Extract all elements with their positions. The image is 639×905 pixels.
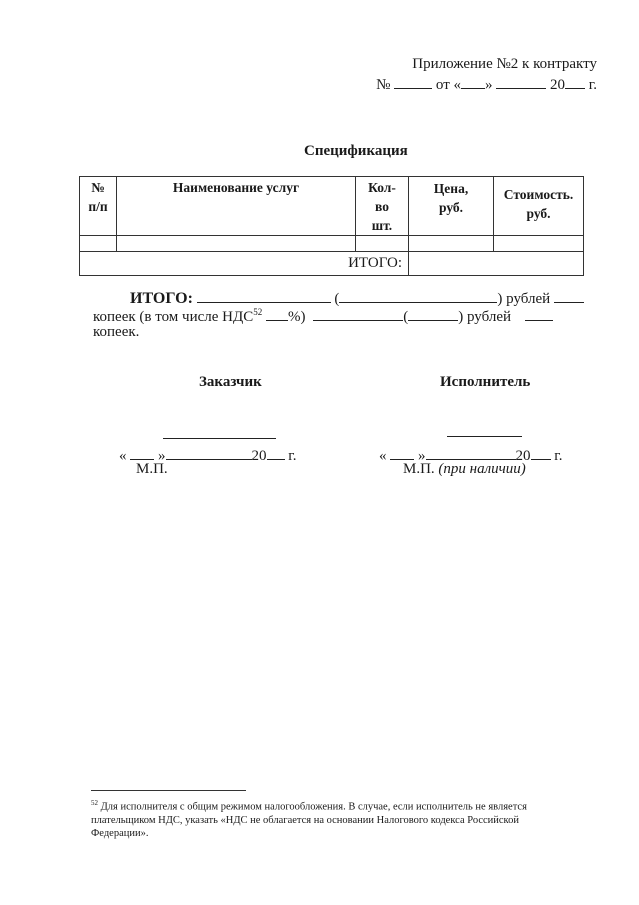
specification-table	[79, 176, 584, 276]
footnote-ref: 52	[253, 307, 263, 317]
footnote-separator	[91, 790, 246, 791]
cell-service-name[interactable]	[117, 236, 356, 252]
contractor-date-line: « » 20 г.	[379, 444, 562, 465]
table-total-label: ИТОГО:	[80, 252, 409, 276]
open-paren-2: (	[403, 309, 409, 325]
month-blank[interactable]	[496, 73, 546, 89]
table-header-row	[80, 177, 584, 236]
customer-title: Заказчик	[199, 374, 262, 390]
customer-stamp: М.П.	[136, 461, 168, 477]
cell-number[interactable]	[80, 236, 117, 252]
contractor-year-blank[interactable]	[531, 444, 551, 460]
appendix-title: Приложение №2 к контракту	[412, 56, 597, 72]
open-paren: (	[334, 291, 340, 307]
col-service-name-header: Наименование услуг	[117, 177, 356, 236]
vat-amount-words-blank[interactable]	[408, 305, 458, 321]
percent-label: %)	[288, 309, 306, 325]
vat-text: копеек (в том числе НДС	[93, 309, 254, 325]
stamp-note: (при наличии)	[438, 461, 526, 477]
contract-number-line	[376, 73, 597, 94]
contractor-stamp: М.П. (при наличии)	[403, 461, 526, 477]
day-blank[interactable]	[461, 73, 485, 89]
footnote: $^{52}$ Для исполнителя с общим режимом налогообложения. В случае, если исполнитель не является плательщиком НДС, указать «НДС не облагается на основании Налогового кодекса Российской Федерации».	[91, 799, 527, 839]
number-blank[interactable]	[394, 73, 432, 89]
col-cost-header: Стоимость. руб.	[494, 177, 584, 236]
col-number-header: № п/п	[80, 177, 117, 236]
contractor-title: Исполнитель	[440, 374, 531, 390]
kopecks-blank[interactable]	[554, 287, 584, 303]
from-label: от «	[435, 77, 462, 93]
cell-price[interactable]	[409, 236, 494, 252]
cell-cost[interactable]	[494, 236, 584, 252]
total-amount-words-blank[interactable]	[339, 287, 497, 303]
customer-signature-line[interactable]	[163, 438, 276, 439]
total-amount-blank[interactable]	[197, 287, 331, 303]
table-row	[80, 236, 584, 252]
table-total-value[interactable]	[409, 252, 584, 276]
summary-line-3: копеек.	[93, 324, 140, 340]
summary-total-label: ИТОГО:	[130, 290, 193, 307]
close-quote: »	[485, 77, 493, 93]
cell-quantity[interactable]	[356, 236, 409, 252]
contractor-month-blank[interactable]	[426, 444, 516, 460]
year-prefix: 20	[550, 77, 566, 93]
year-suffix: г.	[588, 77, 597, 93]
customer-month-blank[interactable]	[166, 444, 252, 460]
customer-date-line: « » 20 г.	[119, 444, 296, 465]
customer-day-blank[interactable]	[130, 444, 154, 460]
vat-kopecks-blank[interactable]	[525, 305, 553, 321]
col-quantity-header: Кол- во шт.	[356, 177, 409, 236]
year-blank[interactable]	[565, 73, 585, 89]
number-label: №	[376, 77, 391, 93]
rubles-label: ) рублей	[497, 291, 551, 307]
col-price-header: Цена, руб.	[409, 177, 494, 236]
customer-year-blank[interactable]	[267, 444, 285, 460]
contractor-signature-line[interactable]	[447, 436, 522, 437]
vat-percent-blank[interactable]	[266, 305, 288, 321]
vat-amount-blank[interactable]	[313, 305, 403, 321]
summary-line-2	[93, 305, 553, 326]
page-title: Спецификация	[304, 143, 408, 159]
contractor-day-blank[interactable]	[390, 444, 414, 460]
footnote-number: 52	[91, 799, 98, 807]
rubles-label-2: ) рублей	[458, 309, 512, 325]
table-total-row	[80, 252, 584, 276]
